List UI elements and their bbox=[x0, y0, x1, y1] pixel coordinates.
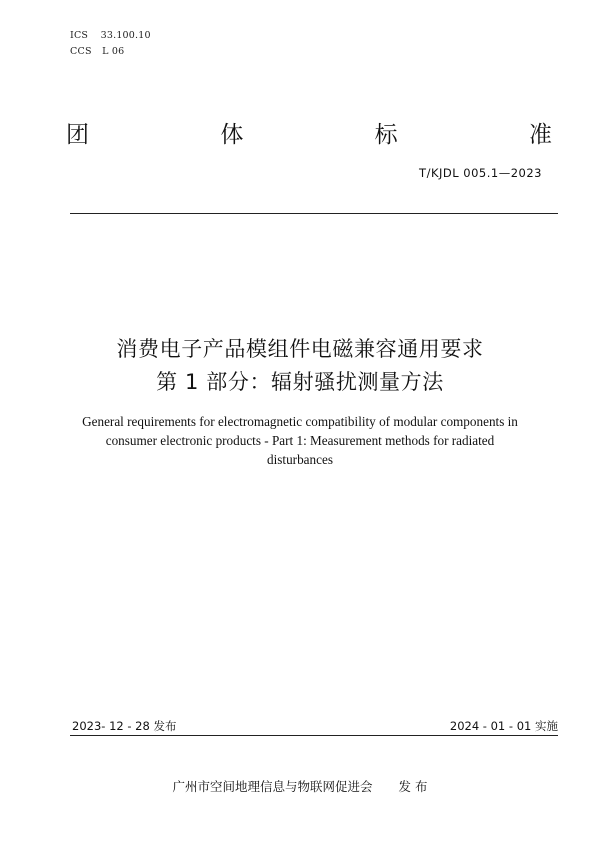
publisher-name: 广州市空间地理信息与物联网促进会 bbox=[172, 779, 373, 794]
implementation-date: 2024 - 01 - 01 实施 bbox=[449, 719, 558, 733]
top-divider bbox=[70, 213, 558, 214]
ics-label: ICS bbox=[70, 30, 89, 41]
heading-char-3: 标 bbox=[374, 122, 398, 148]
en-title-line-3: disturbances bbox=[267, 452, 333, 467]
issue-date: 2023- 12 - 28 发布 bbox=[72, 719, 177, 733]
en-title-line-2: consumer electronic products - Part 1: Measurement methods for radiated bbox=[105, 433, 495, 448]
publisher-action: 发 布 bbox=[398, 779, 428, 794]
ccs-label: CCS bbox=[70, 46, 92, 57]
publisher-line bbox=[0, 777, 600, 795]
ccs-code: L 06 bbox=[102, 46, 125, 57]
ics-code: 33.100.10 bbox=[100, 30, 151, 41]
heading-char-1: 团 bbox=[66, 122, 89, 148]
heading-char-4: 准 bbox=[528, 122, 552, 148]
ccs-classification bbox=[70, 46, 124, 57]
en-title bbox=[60, 412, 540, 469]
heading-char-2: 体 bbox=[220, 122, 244, 148]
ics-classification bbox=[70, 30, 151, 41]
standard-number: T/KJDL 005.1—2023 bbox=[419, 166, 542, 180]
bottom-divider bbox=[70, 735, 558, 736]
document-type-heading bbox=[66, 116, 552, 149]
en-title-line-1: General requirements for electromagnetic compatibility of modular components in bbox=[82, 414, 518, 429]
cn-title-line-2: 第 1 部分：辐射骚扰测量方法 bbox=[156, 370, 444, 394]
cn-title-line-1: 消费电子产品模组件电磁兼容通用要求 bbox=[116, 337, 484, 361]
